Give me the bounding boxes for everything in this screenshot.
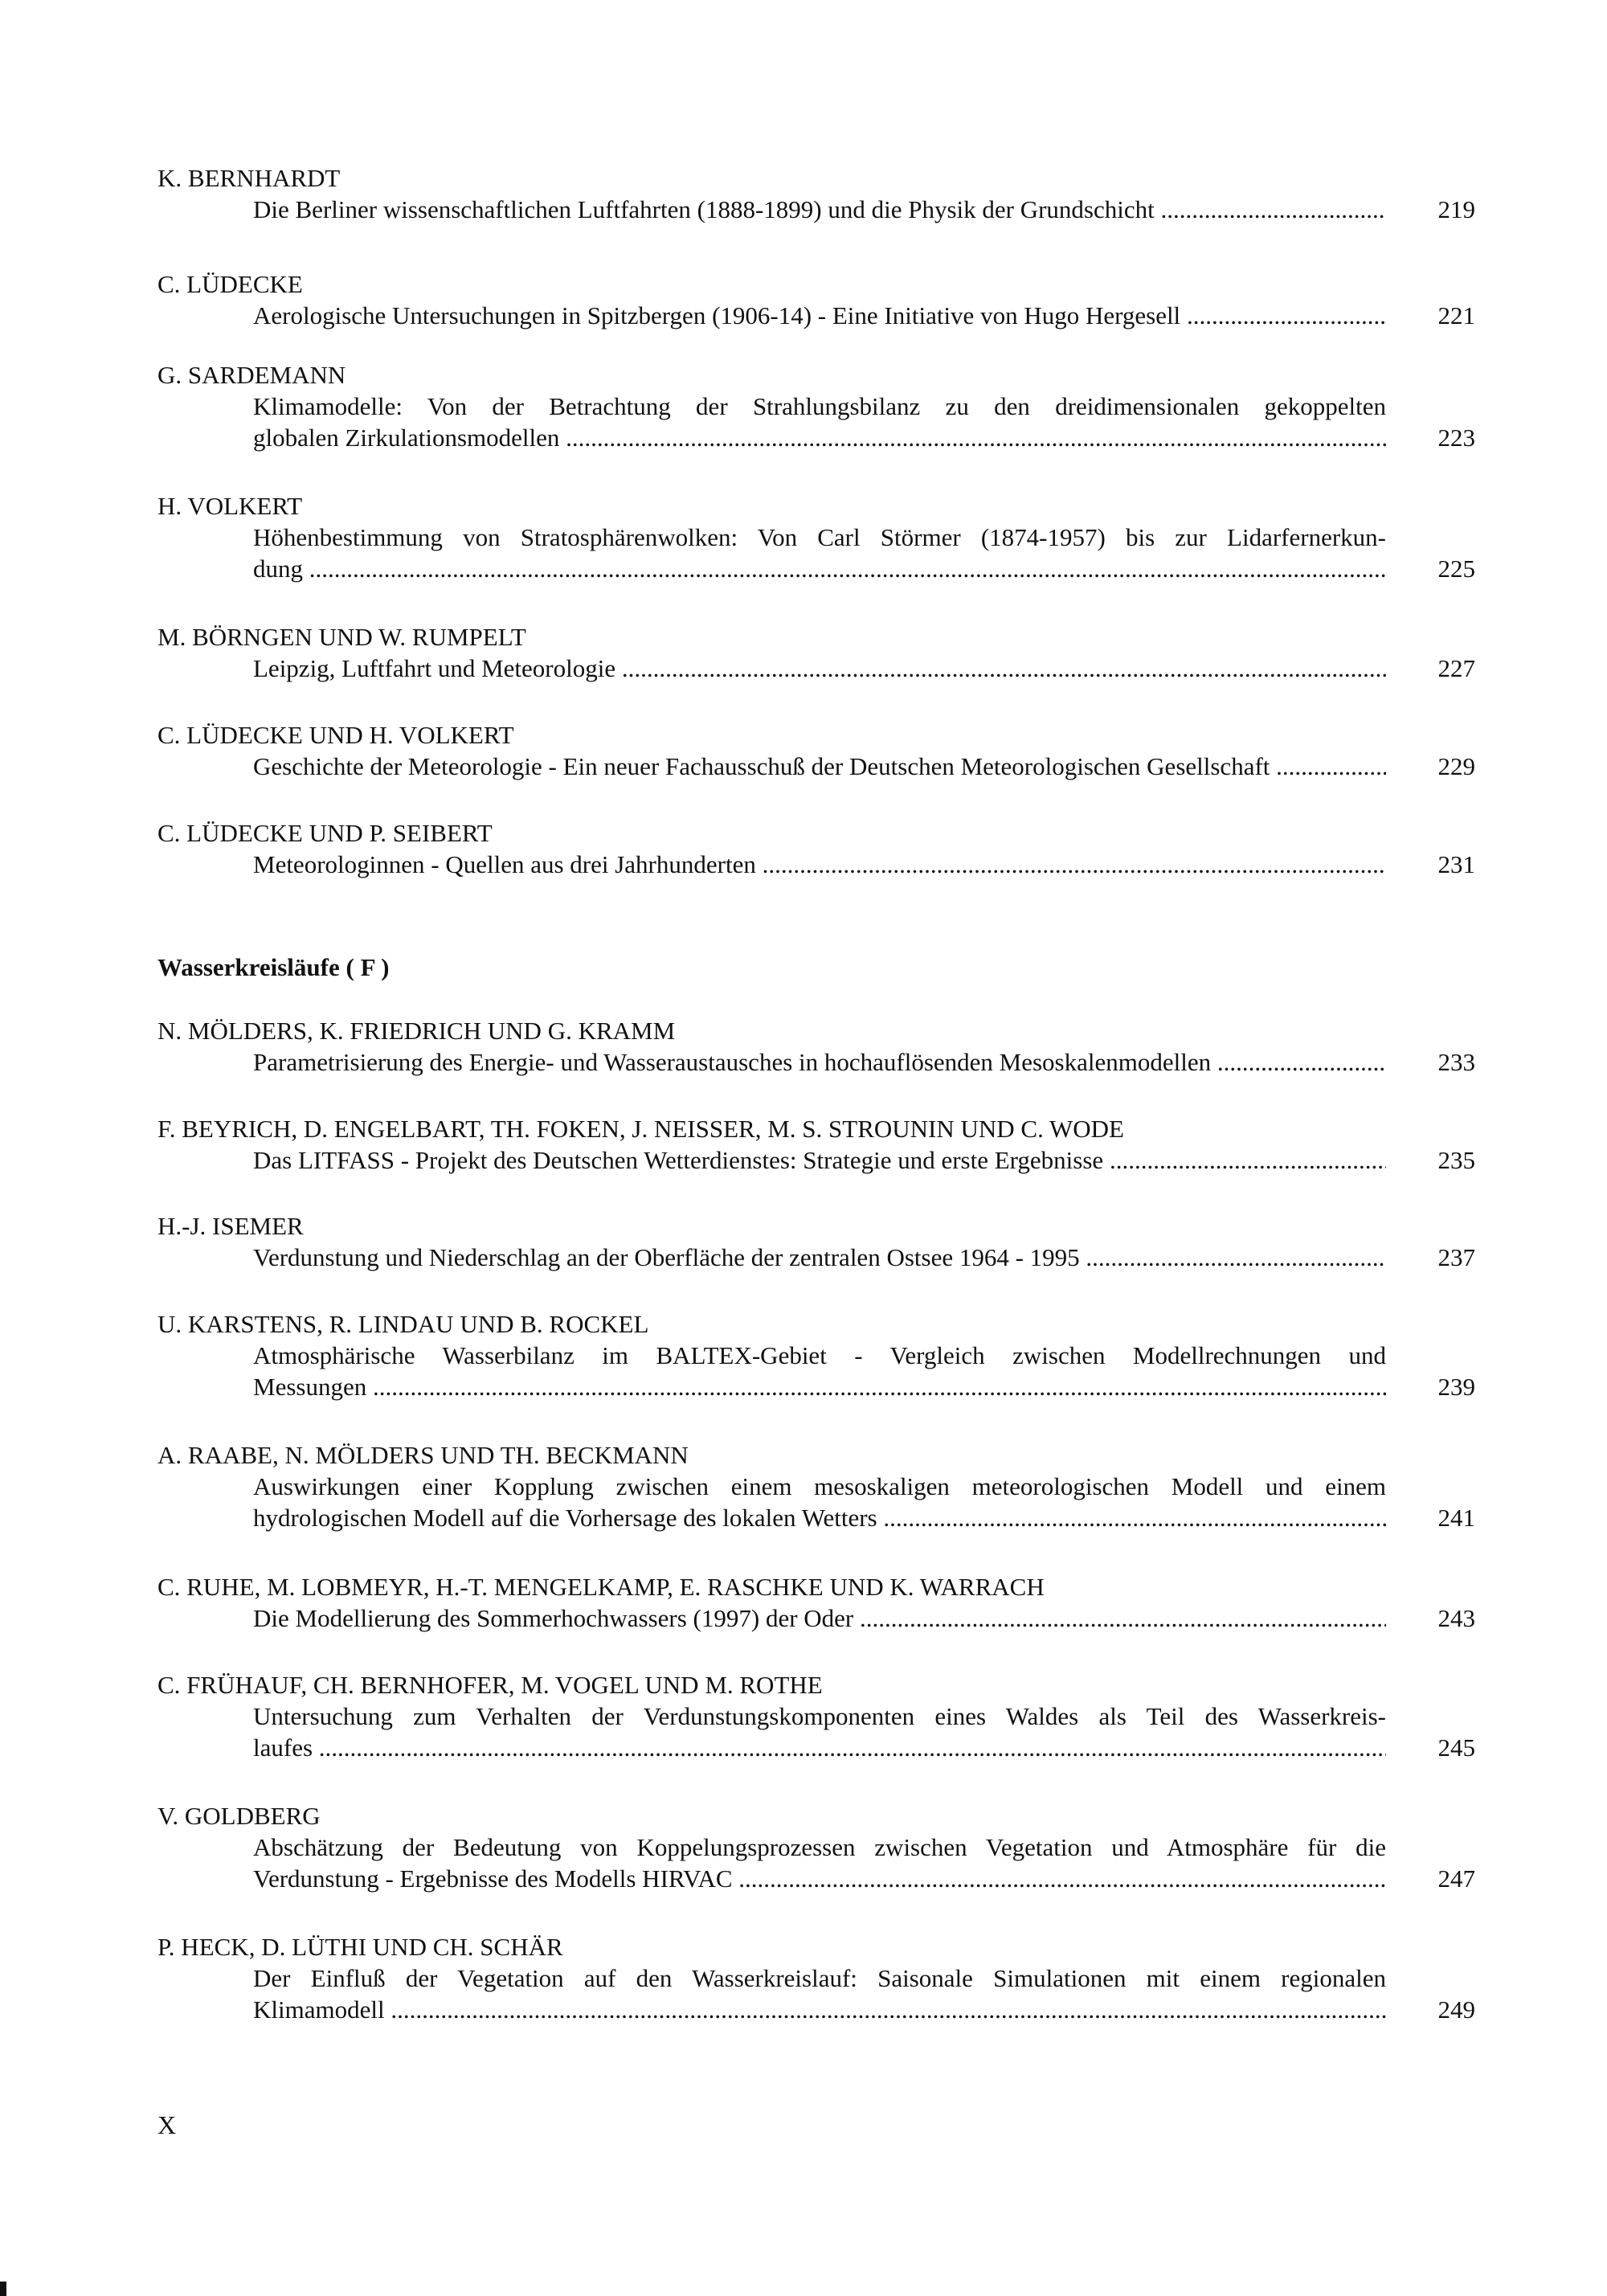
- entry-title: [253, 1046, 1386, 1078]
- toc-entry: [157, 1113, 1475, 1176]
- entry-title-text: laufes: [253, 1733, 313, 1762]
- entry-title-line: [253, 522, 1386, 553]
- entry-title-line: [253, 1471, 1386, 1502]
- entry-page-number: 235: [1437, 1146, 1475, 1174]
- entry-page-number: 219: [1437, 195, 1475, 223]
- entry-page-number: 227: [1437, 654, 1475, 682]
- section-heading: Wasserkreisläufe ( F ): [157, 953, 390, 981]
- entry-authors: K. BERNHARDT: [157, 164, 341, 192]
- entry-title-text: Leipzig, Luftfahrt und Meteorologie: [253, 654, 616, 682]
- leader-dots: [877, 1504, 1386, 1532]
- leader-dots: [1080, 1243, 1386, 1271]
- entry-page-number: 221: [1437, 301, 1475, 329]
- entry-title: [253, 1340, 1386, 1402]
- entry-title-line: [253, 1046, 1386, 1078]
- entry-title: [253, 300, 1386, 331]
- entry-page-number: 223: [1437, 424, 1475, 452]
- entry-authors: F. BEYRICH, D. ENGELBART, TH. FOKEN, J. NEISSER, M. S. STROUNIN UND C. WODE: [157, 1115, 1124, 1143]
- entry-authors: C. LÜDECKE: [157, 270, 303, 298]
- entry-title-line: [253, 1994, 1386, 2025]
- entry-authors: M. BÖRNGEN UND W. RUMPELT: [157, 623, 526, 651]
- entry-title-text: Untersuchung zum Verhalten der Verdunstungskomponenten eines Waldes als Teil des Wasserkreis-: [253, 1702, 1386, 1730]
- entry-authors: C. RUHE, M. LOBMEYR, H.-T. MENGELKAMP, E. RASCHKE UND K. WARRACH: [157, 1573, 1045, 1601]
- toc-entry: [157, 817, 1475, 880]
- entry-page-number: 237: [1437, 1243, 1475, 1271]
- entry-title: [253, 1701, 1386, 1763]
- entry-title-line: [253, 1602, 1386, 1634]
- entry-title-text: Auswirkungen einer Kopplung zwischen einem mesoskaligen meteorologischen Modell und einem: [253, 1472, 1386, 1500]
- entry-title-text: globalen Zirkulationsmodellen: [253, 424, 560, 452]
- toc-entry: [157, 1931, 1475, 2025]
- toc-entry: [157, 1308, 1475, 1402]
- entry-title-line: [253, 1502, 1386, 1533]
- entry-authors: A. RAABE, N. MÖLDERS UND TH. BECKMANN: [157, 1441, 689, 1469]
- entry-title: [253, 1602, 1386, 1634]
- entry-page-number: 239: [1437, 1373, 1475, 1401]
- entry-title-text: Verdunstung und Niederschlag an der Oberfläche der zentralen Ostsee 1964 - 1995: [253, 1243, 1080, 1271]
- entry-page-number: 247: [1437, 1864, 1475, 1893]
- entry-title-line: [253, 194, 1386, 225]
- entry-title-text: Geschichte der Meteorologie - Ein neuer Fachausschuß der Deutschen Meteorologischen Gesellschaft: [253, 752, 1270, 780]
- entry-title-text: Klimamodelle: Von der Betrachtung der Strahlungsbilanz zu den dreidimensionalen gekoppelten: [253, 392, 1386, 420]
- entry-title-line: [253, 391, 1386, 422]
- entry-title-text: hydrologischen Modell auf die Vorhersage des lokalen Wetters: [253, 1504, 877, 1532]
- entry-page-number: 229: [1437, 752, 1475, 780]
- toc-entry: [157, 1669, 1475, 1763]
- entry-page-number: 233: [1437, 1048, 1475, 1076]
- entry-authors: H.-J. ISEMER: [157, 1212, 304, 1240]
- entry-authors: U. KARSTENS, R. LINDAU UND B. ROCKEL: [157, 1310, 649, 1338]
- leader-dots: [615, 654, 1386, 682]
- entry-page-number: 245: [1437, 1733, 1475, 1762]
- entry-title-text: Abschätzung der Bedeutung von Koppelungsprozessen zwischen Vegetation und Atmosphäre für die: [253, 1833, 1386, 1861]
- leader-dots: [1103, 1146, 1386, 1174]
- entry-title: [253, 1831, 1386, 1894]
- entry-authors: H. VOLKERT: [157, 492, 303, 520]
- leader-dots: [733, 1864, 1386, 1893]
- entry-title-line: [253, 1701, 1386, 1732]
- entry-title: [253, 1144, 1386, 1176]
- scan-edge-mark: [0, 2282, 6, 2296]
- toc-entry: [157, 268, 1475, 331]
- leader-dots: [559, 424, 1386, 452]
- entry-title: [253, 194, 1386, 225]
- entry-title: [253, 391, 1386, 453]
- entry-title: [253, 653, 1386, 684]
- toc-entry: [157, 1571, 1475, 1634]
- entry-authors: P. HECK, D. LÜTHI UND CH. SCHÄR: [157, 1933, 563, 1961]
- entry-authors: G. SARDEMANN: [157, 361, 346, 389]
- entry-title-line: [253, 1242, 1386, 1273]
- toc-entry: [157, 719, 1475, 782]
- leader-dots: [1180, 301, 1386, 329]
- entry-title-text: Höhenbestimmung von Stratosphärenwolken: Von Carl Störmer (1874-1957) bis zur Lidarfernerkun-: [253, 523, 1386, 551]
- entry-page-number: 225: [1437, 555, 1475, 583]
- leader-dots: [303, 555, 1386, 583]
- entry-title-text: dung: [253, 555, 303, 583]
- entry-title-line: [253, 653, 1386, 684]
- entry-authors: N. MÖLDERS, K. FRIEDRICH UND G. KRAMM: [157, 1017, 676, 1045]
- entry-title-text: Parametrisierung des Energie- und Wasseraustausches in hochauflösenden Mesoskalenmodellen: [253, 1048, 1212, 1076]
- entry-authors: C. FRÜHAUF, CH. BERNHOFER, M. VOGEL UND M. ROTHE: [157, 1671, 823, 1699]
- leader-dots: [1155, 195, 1386, 223]
- entry-title-line: [253, 1144, 1386, 1176]
- leader-dots: [366, 1373, 1386, 1401]
- leader-dots: [1270, 752, 1386, 780]
- entry-title: [253, 849, 1386, 880]
- entry-title-line: [253, 422, 1386, 453]
- entry-title-text: Messungen: [253, 1373, 367, 1401]
- entry-authors: C. LÜDECKE UND H. VOLKERT: [157, 721, 514, 749]
- entry-title-text: Der Einfluß der Vegetation auf den Wasserkreislauf: Saisonale Simulationen mit einem regionalen: [253, 1964, 1386, 1992]
- entry-title-text: Die Modellierung des Sommerhochwassers (1997) der Oder: [253, 1604, 854, 1632]
- entry-title-line: [253, 1962, 1386, 1994]
- entry-title-text: Atmosphärische Wasserbilanz im BALTEX-Gebiet - Vergleich zwischen Modellrechnungen und: [253, 1341, 1386, 1369]
- entry-page-number: 241: [1437, 1504, 1475, 1532]
- leader-dots: [756, 850, 1386, 878]
- leader-dots: [385, 1995, 1386, 2024]
- entry-title-line: [253, 849, 1386, 880]
- toc-entry: [157, 1439, 1475, 1533]
- entry-title-line: [253, 300, 1386, 331]
- toc-entry: [157, 162, 1475, 225]
- entry-title-line: [253, 1831, 1386, 1863]
- entry-page-number: 243: [1437, 1604, 1475, 1632]
- toc-entry: [157, 1210, 1475, 1273]
- entry-title-text: Aerologische Untersuchungen in Spitzbergen (1906-14) - Eine Initiative von Hugo Hergesell: [253, 301, 1181, 329]
- entry-title: [253, 1242, 1386, 1273]
- entry-title-text: Klimamodell: [253, 1995, 385, 2024]
- toc-entry: [157, 1015, 1475, 1078]
- toc-entry: [157, 359, 1475, 453]
- entry-title-text: Meteorologinnen - Quellen aus drei Jahrhunderten: [253, 850, 756, 878]
- entry-title-text: Das LITFASS - Projekt des Deutschen Wetterdienstes: Strategie und erste Ergebnisse: [253, 1146, 1104, 1174]
- entry-title: [253, 522, 1386, 584]
- entry-title-line: [253, 553, 1386, 584]
- entry-title-line: [253, 751, 1386, 782]
- entry-title: [253, 1471, 1386, 1533]
- leader-dots: [853, 1604, 1386, 1632]
- leader-dots: [1211, 1048, 1386, 1076]
- entry-page-number: 231: [1437, 850, 1475, 878]
- leader-dots: [313, 1733, 1386, 1762]
- entry-authors: V. GOLDBERG: [157, 1802, 321, 1830]
- toc-entry: [157, 621, 1475, 684]
- entry-title-text: Verdunstung - Ergebnisse des Modells HIRVAC: [253, 1864, 733, 1893]
- page-number-roman: X: [157, 2110, 177, 2139]
- entry-title-text: Die Berliner wissenschaftlichen Luftfahrten (1888-1899) und die Physik der Grundschicht: [253, 195, 1155, 223]
- entry-title-line: [253, 1732, 1386, 1763]
- entry-authors: C. LÜDECKE UND P. SEIBERT: [157, 819, 493, 847]
- entry-title-line: [253, 1371, 1386, 1402]
- entry-title: [253, 1962, 1386, 2025]
- entry-title-line: [253, 1340, 1386, 1371]
- entry-title: [253, 751, 1386, 782]
- entry-page-number: 249: [1437, 1995, 1475, 2024]
- toc-entry: [157, 1800, 1475, 1894]
- toc-entry: [157, 490, 1475, 584]
- entry-title-line: [253, 1863, 1386, 1894]
